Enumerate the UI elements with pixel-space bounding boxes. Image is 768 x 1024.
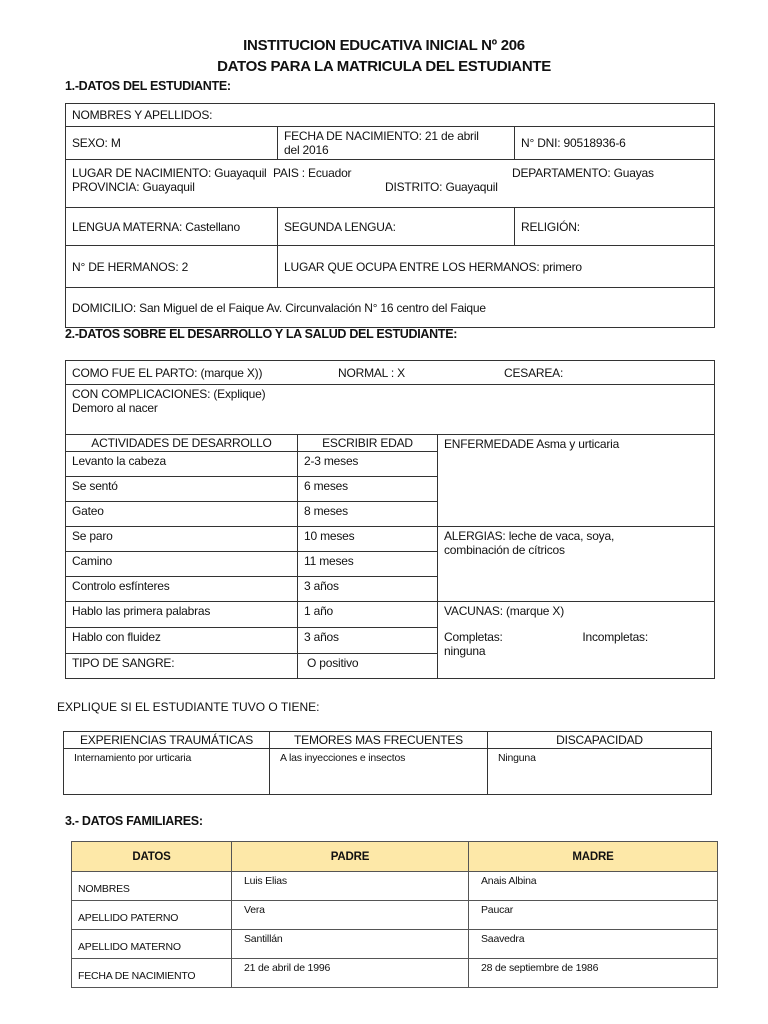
dni-field: N° DNI: 90518936-6 <box>515 127 715 160</box>
activity-name: Se sentó <box>66 477 298 502</box>
segunda-lengua-field: SEGUNDA LENGUA: <box>278 208 515 246</box>
vacunas-value: ninguna <box>444 644 486 658</box>
provincia-field: PROVINCIA: Guayaquil <box>72 180 195 194</box>
complicaciones-label: CON COMPLICACIONES: (Explique) <box>72 387 266 401</box>
development-table <box>65 434 715 679</box>
complicaciones-cell <box>66 385 715 435</box>
padre-value: Santillán <box>232 930 469 959</box>
fecha-nacimiento-field <box>278 127 515 160</box>
family-row-label: FECHA DE NACIMIENTO <box>72 959 232 988</box>
experiencias-value: Internamiento por urticaria <box>64 749 270 795</box>
col-actividades-header: ACTIVIDADES DE DESARROLLO <box>66 435 298 452</box>
parto-label: COMO FUE EL PARTO: (marque X)) <box>72 365 263 380</box>
col-padre-header: PADRE <box>232 842 469 872</box>
lugar-hermanos-field: LUGAR QUE OCUPA ENTRE LOS HERMANOS: primero <box>278 246 715 288</box>
fecha-nacimiento-line1: FECHA DE NACIMIENTO: 21 de abril <box>284 129 479 143</box>
temores-value: A las inyecciones e insectos <box>270 749 488 795</box>
col-datos-header: DATOS <box>72 842 232 872</box>
activity-name: Levanto la cabeza <box>66 452 298 477</box>
religion-field: RELIGIÓN: <box>515 208 715 246</box>
pais-field: PAIS : Ecuador <box>273 166 352 180</box>
col-experiencias-header: EXPERIENCIAS TRAUMÁTICAS <box>64 732 270 749</box>
enfermedad-cell: ENFERMEDADE Asma y urticaria <box>438 435 715 527</box>
form-title: DATOS PARA LA MATRICULA DEL ESTUDIANTE <box>217 58 551 75</box>
col-madre-header: MADRE <box>469 842 718 872</box>
hermanos-field: N° DE HERMANOS: 2 <box>66 246 278 288</box>
blood-type-label: TIPO DE SANGRE: <box>66 654 298 679</box>
activity-name: Gateo <box>66 502 298 527</box>
alergias-line2: combinación de cítricos <box>444 543 565 557</box>
blood-type-value: O positivo <box>298 654 438 679</box>
distrito-field: DISTRITO: Guayaquil <box>385 180 498 194</box>
alergias-line1: ALERGIAS: leche de vaca, soya, <box>444 529 615 543</box>
domicilio-field: DOMICILIO: San Miguel de el Faique Av. Circunvalación N° 16 centro del Faique <box>66 288 715 328</box>
vacunas-incompletas: Incompletas: <box>582 630 648 644</box>
section2-heading: 2.-DATOS SOBRE EL DESARROLLO Y LA SALUD DEL ESTUDIANTE: <box>65 327 458 341</box>
parto-normal: NORMAL : X <box>338 365 405 380</box>
family-row-label: APELLIDO MATERNO <box>72 930 232 959</box>
vacunas-completas: Completas: <box>444 630 503 644</box>
vacunas-cell <box>438 602 715 679</box>
madre-value: Saavedra <box>469 930 718 959</box>
lugar-nacimiento-cell <box>66 160 715 208</box>
activity-name: Camino <box>66 552 298 577</box>
student-data-table <box>65 103 715 328</box>
explique-heading: EXPLIQUE SI EL ESTUDIANTE TUVO O TIENE: <box>57 700 320 714</box>
lugar-nacimiento-field: LUGAR DE NACIMIENTO: Guayaquil <box>72 166 267 180</box>
vacunas-label: VACUNAS: (marque X) <box>444 604 565 618</box>
experiences-table <box>63 731 712 795</box>
col-discapacidad-header: DISCAPACIDAD <box>488 732 712 749</box>
activity-name: Controlo esfínteres <box>66 577 298 602</box>
activity-name: Hablo con fluidez <box>66 628 298 654</box>
padre-value: Vera <box>232 901 469 930</box>
family-row-label: APELLIDO PATERNO <box>72 901 232 930</box>
sexo-field: SEXO: M <box>66 127 278 160</box>
discapacidad-value: Ninguna <box>488 749 712 795</box>
activity-age: 2-3 meses <box>298 452 438 477</box>
parto-table <box>65 360 715 435</box>
nombres-field: NOMBRES Y APELLIDOS: <box>66 104 715 127</box>
activity-age: 3 años <box>298 577 438 602</box>
family-row-label: NOMBRES <box>72 872 232 901</box>
activity-age: 8 meses <box>298 502 438 527</box>
institution-title: INSTITUCION EDUCATIVA INICIAL Nº 206 <box>243 37 525 54</box>
col-edad-header: ESCRIBIR EDAD <box>298 435 438 452</box>
activity-age: 6 meses <box>298 477 438 502</box>
col-temores-header: TEMORES MAS FRECUENTES <box>270 732 488 749</box>
madre-value: Anais Albina <box>469 872 718 901</box>
departamento-field: DEPARTAMENTO: Guayas <box>512 166 654 180</box>
padre-value: 21 de abril de 1996 <box>232 959 469 988</box>
activity-age: 3 años <box>298 628 438 654</box>
fecha-nacimiento-line2: del 2016 <box>284 143 329 157</box>
activity-age: 11 meses <box>298 552 438 577</box>
complicaciones-value: Demoro al nacer <box>72 401 158 415</box>
activity-age: 1 año <box>298 602 438 628</box>
padre-value: Luis Elias <box>232 872 469 901</box>
madre-value: Paucar <box>469 901 718 930</box>
lengua-materna-field: LENGUA MATERNA: Castellano <box>66 208 278 246</box>
alergias-cell <box>438 527 715 602</box>
madre-value: 28 de septiembre de 1986 <box>469 959 718 988</box>
parto-cesarea: CESAREA: <box>504 365 564 380</box>
parto-row <box>66 361 715 385</box>
section1-heading: 1.-DATOS DEL ESTUDIANTE: <box>65 79 231 93</box>
section3-heading: 3.- DATOS FAMILIARES: <box>65 814 203 828</box>
activity-age: 10 meses <box>298 527 438 552</box>
activity-name: Se paro <box>66 527 298 552</box>
activity-name: Hablo las primera palabras <box>66 602 298 628</box>
family-table <box>71 841 718 988</box>
